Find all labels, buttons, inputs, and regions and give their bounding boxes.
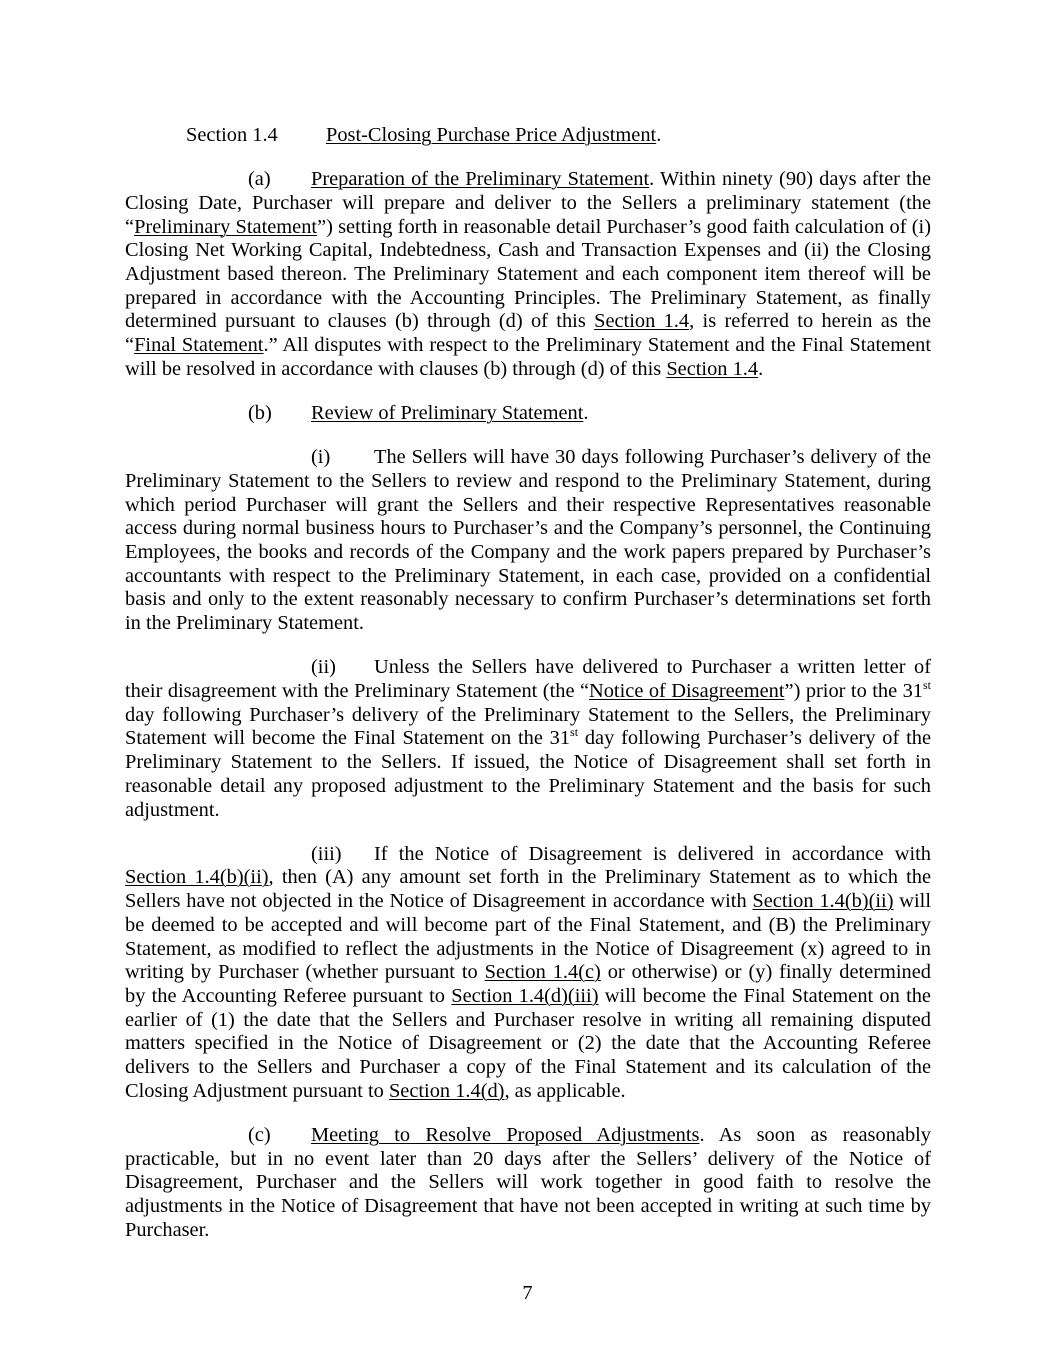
paragraph-b-iii [125,843,931,1104]
text-run: . Within ninety (90) days after the Closing Date, Purchaser will prepare and deliver to the Sellers a preliminary statement (the “ [125,168,931,238]
paragraph-label: (iii) [311,842,342,865]
defined-term-or-reference: Section 1.4(d) [388,1079,505,1102]
defined-term-or-reference: Section 1.4(b)(ii) [125,866,269,889]
page-number: 7 [522,1282,533,1304]
paragraph-label: (i) [311,446,331,469]
defined-term-or-reference: Section 1.4(d)(iii) [451,985,599,1007]
paragraph-b-ii [125,656,931,822]
text-run: will become the Final Statement on the earlier of (1) the date that the Sellers and Purchaser resolve in writing all remaining disputed matters specified in the Notice of Disagreement or (2) the date that the Accounting Referee delivers to the Sellers and Purchaser a copy of the Final Statement and its calculation of the Closing Adjustment pursuant to [125,985,931,1102]
text-run: , then (A) any amount set forth in the Preliminary Statement as to which the Sellers have not objected in the Notice of Disagreement in accordance with [125,866,932,913]
paragraph-label: (a) [248,168,271,191]
text-run: Unless the Sellers have delivered to Purchaser a written letter of their disagreement with the Preliminary Statement (the “ [125,656,931,703]
section-number: Section 1.4 [186,124,278,146]
text-run: day following Purchaser’s delivery of the Preliminary Statement to the Sellers. If issued, the Notice of Disagreement shall set forth in reasonable detail any proposed adjustment to the Preliminary Statement and the basis for such adjustment. [125,727,931,821]
defined-term-or-reference: Section 1.4(c) [484,961,601,984]
text-run: . [758,357,764,380]
section-body [125,168,931,1242]
defined-term-or-reference: Preliminary Statement [134,215,318,238]
text-run: ”) setting forth in reasonable detail Purchaser’s good faith calculation of (i) Closing Net Working Capital, Indebtedness, Cash and Transaction Expenses and (ii) the Closing Adjustment based thereon. The Preliminary Statement and each component item thereof will be prepared in accordance with the Accounting Principles. The Preliminary Statement, as finally determined pursuant to clauses (b) through (d) of this [125,215,931,333]
text-run: . As soon as reasonably practicable, but in no event later than 20 days after the Sellers’ delivery of the Notice of Disagreement, Purchaser and the Sellers will work together in good faith to resolve the adjustments in the Notice of Disagreement that have not been accepted in writing at such time by Purchaser. [125,1124,931,1241]
defined-term-or-reference: Meeting to Resolve Proposed Adjustments [311,1124,700,1147]
text-run: .” All disputes with respect to the Preliminary Statement and the Final Statement will be resolved in accordance with clauses (b) through (d) of this [125,334,932,380]
text-run: , is referred to herein as the “ [125,310,931,357]
defined-term-or-reference: Review of Preliminary Statement [311,402,584,425]
defined-term-or-reference: Preparation of the Preliminary Statement [311,168,650,191]
defined-term-or-reference: Final Statement [134,334,264,357]
paragraph-label: (ii) [311,656,336,679]
defined-term-or-reference: Section 1.4 [594,310,690,333]
defined-term-or-reference: Notice of Disagreement [589,680,785,703]
paragraph-b-i [125,446,931,636]
text-run: . [656,124,662,146]
text-run: , as applicable. [504,1079,626,1102]
text-run: . [583,402,589,425]
ordinal-suffix: st [570,725,579,740]
paragraph-b [125,402,931,426]
defined-term-or-reference: Section 1.4(b)(ii) [752,890,894,913]
text-run: or otherwise) or (y) finally determined by the Accounting Referee pursuant to [125,961,931,1007]
paragraph-label: (c) [248,1124,271,1147]
paragraph-a [125,168,931,381]
section-title [326,124,661,146]
defined-term-or-reference: Section 1.4 [666,357,759,380]
paragraph-label: (b) [248,402,272,425]
defined-term-or-reference: Post-Closing Purchase Price Adjustment [326,124,657,146]
text-run: ”) prior to the 31 [784,680,923,703]
text-run: If the Notice of Disagreement is delivered in accordance with [374,842,931,865]
section-heading [125,124,931,148]
text-run: will be deemed to be accepted and will become part of the Final Statement, and (B) the Preliminary Statement, as modified to reflect the adjustments in the Notice of Disagreement (x) agreed to in writing by Purchaser (whether pursuant to [125,890,931,984]
text-run: day following Purchaser’s delivery of the Preliminary Statement to the Sellers, the Preliminary Statement will become the Final Statement on the 31 [125,703,931,750]
document-page [125,124,931,1263]
paragraph-c [125,1124,931,1243]
ordinal-suffix: st [923,678,932,693]
text-run: The Sellers will have 30 days following Purchaser’s delivery of the Preliminary Statement to the Sellers to review and respond to the Preliminary Statement, during which period Purchaser will grant the Sellers and their respective Representatives reasonable access during normal business hours to Purchaser’s and the Company’s personnel, the Continuing Employees, the books and records of the Company and the work papers prepared by Purchaser’s accountants with respect to the Preliminary Statement, in each case, provided on a confidential basis and only to the extent reasonably necessary to confirm Purchaser’s determinations set forth in the Preliminary Statement. [125,446,931,635]
